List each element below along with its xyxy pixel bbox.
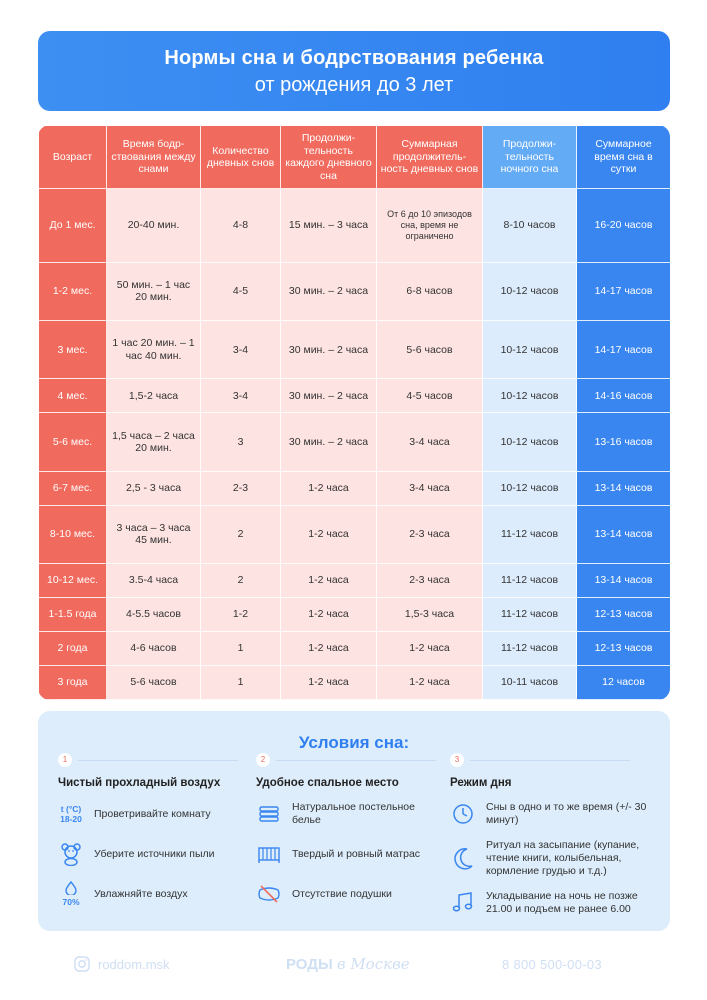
total-day-sleep-cell: От 6 до 10 эпизодов сна, время не ограничено <box>377 189 483 263</box>
table-row <box>39 631 671 665</box>
nap-count-cell: 4-8 <box>201 189 281 263</box>
table-row <box>39 413 671 471</box>
nap-count-cell: 2 <box>201 505 281 563</box>
sleep-norms-table <box>38 125 670 700</box>
total-sleep-cell: 12 часов <box>577 665 671 699</box>
total-sleep-cell: 16-20 часов <box>577 189 671 263</box>
wake-time-cell: 50 мин. – 1 час 20 мин. <box>107 262 201 320</box>
table-row <box>39 597 671 631</box>
total-day-sleep-cell: 3-4 часа <box>377 413 483 471</box>
night-sleep-cell: 10-12 часов <box>483 321 577 379</box>
nap-count-cell: 1 <box>201 665 281 699</box>
total-sleep-cell: 13-16 часов <box>577 413 671 471</box>
condition-item <box>256 879 446 909</box>
condition-text: Уберите источники пыли <box>94 847 215 860</box>
step-number-2: 2 <box>256 753 270 767</box>
age-cell: 4 мес. <box>39 379 107 413</box>
table-row <box>39 321 671 379</box>
instagram-link[interactable] <box>74 956 170 972</box>
nap-duration-cell: 15 мин. – 3 часа <box>281 189 377 263</box>
nap-count-cell: 1 <box>201 631 281 665</box>
nap-duration-cell: 30 мин. – 2 часа <box>281 379 377 413</box>
condition-column-schedule <box>450 753 655 918</box>
crib-icon <box>256 839 282 869</box>
age-cell: 3 года <box>39 665 107 699</box>
table-row <box>39 262 671 320</box>
thermometer-icon: t (°C) 18-20 <box>60 804 82 824</box>
nap-duration-cell: 1-2 часа <box>281 471 377 505</box>
condition-text: Укладывание на ночь не позже 21.00 и подъем не ранее 6.00 <box>486 890 638 915</box>
no-pillow-icon <box>256 879 282 909</box>
condition-text: Твердый и ровный матрас <box>292 847 421 860</box>
night-sleep-cell: 10-12 часов <box>483 379 577 413</box>
header-night-sleep: Продолжи-тельность ночного сна <box>483 126 577 189</box>
condition-heading: Режим дня <box>450 777 512 789</box>
condition-heading: Удобное спальное место <box>256 777 399 789</box>
total-sleep-cell: 14-16 часов <box>577 379 671 413</box>
age-cell: 2 года <box>39 631 107 665</box>
header-age: Возраст <box>39 126 107 189</box>
age-cell: 8-10 мес. <box>39 505 107 563</box>
night-sleep-cell: 10-12 часов <box>483 471 577 505</box>
page-subtitle: от рождения до 3 лет <box>254 74 454 96</box>
header-total-day-sleep: Суммарная продолжитель-ность дневных снов <box>377 126 483 189</box>
night-sleep-cell: 10-12 часов <box>483 262 577 320</box>
wake-time-cell: 4-6 часов <box>107 631 201 665</box>
total-sleep-cell: 12-13 часов <box>577 597 671 631</box>
condition-item <box>450 839 655 878</box>
condition-column-air <box>58 753 248 909</box>
table-row <box>39 471 671 505</box>
music-note-icon <box>450 888 476 918</box>
condition-heading: Чистый прохладный воздух <box>58 777 221 789</box>
night-sleep-cell: 8-10 часов <box>483 189 577 263</box>
wake-time-cell: 1 час 20 мин. – 1 час 40 мин. <box>107 321 201 379</box>
total-day-sleep-cell: 4-5 часов <box>377 379 483 413</box>
total-sleep-cell: 14-17 часов <box>577 321 671 379</box>
divider <box>470 760 630 761</box>
table-header-row <box>39 126 671 189</box>
header-total-sleep: Суммарное время сна в сутки <box>577 126 671 189</box>
age-cell: 10-12 мес. <box>39 563 107 597</box>
nap-duration-cell: 30 мин. – 2 часа <box>281 321 377 379</box>
phone-number[interactable]: 8 800 500-00-03 <box>502 957 602 972</box>
condition-item <box>256 839 446 869</box>
sleep-conditions-panel <box>38 711 670 931</box>
total-day-sleep-cell: 1-2 часа <box>377 631 483 665</box>
night-sleep-cell: 11-12 часов <box>483 631 577 665</box>
night-sleep-cell: 10-11 часов <box>483 665 577 699</box>
age-cell: 1-2 мес. <box>39 262 107 320</box>
instagram-handle: roddom.msk <box>98 956 170 972</box>
wake-time-cell: 3.5-4 часа <box>107 563 201 597</box>
humidity-drop-icon: 70% <box>58 879 84 909</box>
wake-time-cell: 20-40 мин. <box>107 189 201 263</box>
total-sleep-cell: 13-14 часов <box>577 563 671 597</box>
wake-time-cell: 2,5 - 3 часа <box>107 471 201 505</box>
nap-duration-cell: 30 мин. – 2 часа <box>281 262 377 320</box>
condition-text: Ритуал на засыпание (купание, чтение книги, колыбельная, кормление грудью и т.д.) <box>486 839 640 877</box>
condition-text: Проветривайте комнату <box>94 807 211 820</box>
table-row <box>39 189 671 263</box>
age-cell: 6-7 мес. <box>39 471 107 505</box>
step-number-3: 3 <box>450 753 464 767</box>
total-day-sleep-cell: 1-2 часа <box>377 665 483 699</box>
divider <box>276 760 436 761</box>
total-sleep-cell: 13-14 часов <box>577 471 671 505</box>
wake-time-cell: 3 часа – 3 часа 45 мин. <box>107 505 201 563</box>
nap-count-cell: 3-4 <box>201 321 281 379</box>
header-nap-count: Количество дневных снов <box>201 126 281 189</box>
table-row <box>39 563 671 597</box>
nap-duration-cell: 1-2 часа <box>281 505 377 563</box>
nap-count-cell: 3-4 <box>201 379 281 413</box>
page-title: Нормы сна и бодрствования ребенка <box>164 47 544 69</box>
age-cell: До 1 мес. <box>39 189 107 263</box>
nap-count-cell: 2 <box>201 563 281 597</box>
teddy-bear-icon <box>58 839 84 869</box>
bedding-icon <box>256 799 282 829</box>
nap-count-cell: 1-2 <box>201 597 281 631</box>
nap-count-cell: 3 <box>201 413 281 471</box>
condition-item <box>58 879 248 909</box>
total-sleep-cell: 14-17 часов <box>577 262 671 320</box>
brand-logo: РОДЫ в Москве <box>286 955 410 973</box>
header-nap-duration: Продолжи-тельность каждого дневного сна <box>281 126 377 189</box>
moon-icon <box>450 844 476 874</box>
nap-count-cell: 4-5 <box>201 262 281 320</box>
condition-item <box>450 799 655 829</box>
nap-duration-cell: 1-2 часа <box>281 631 377 665</box>
condition-item <box>58 799 248 829</box>
nap-count-cell: 2-3 <box>201 471 281 505</box>
night-sleep-cell: 10-12 часов <box>483 413 577 471</box>
condition-item <box>58 839 248 869</box>
wake-time-cell: 4-5.5 часов <box>107 597 201 631</box>
total-day-sleep-cell: 3-4 часа <box>377 471 483 505</box>
instagram-icon <box>74 956 90 972</box>
age-cell: 3 мес. <box>39 321 107 379</box>
step-number-1: 1 <box>58 753 72 767</box>
table-row <box>39 379 671 413</box>
total-day-sleep-cell: 2-3 часа <box>377 563 483 597</box>
table-row <box>39 665 671 699</box>
header-wake-time: Время бодр-ствования между снами <box>107 126 201 189</box>
age-cell: 1-1.5 года <box>39 597 107 631</box>
total-sleep-cell: 12-13 часов <box>577 631 671 665</box>
night-sleep-cell: 11-12 часов <box>483 597 577 631</box>
condition-column-bed <box>256 753 446 909</box>
nap-duration-cell: 1-2 часа <box>281 563 377 597</box>
condition-text: Сны в одно и то же время (+/- 30 минут) <box>486 801 647 826</box>
footer <box>0 953 707 977</box>
total-day-sleep-cell: 1,5-3 часа <box>377 597 483 631</box>
nap-duration-cell: 1-2 часа <box>281 665 377 699</box>
condition-text: Натуральное постельное белье <box>292 801 415 826</box>
wake-time-cell: 5-6 часов <box>107 665 201 699</box>
divider <box>78 760 238 761</box>
condition-item <box>256 799 446 829</box>
page-header <box>38 31 670 111</box>
condition-item <box>450 888 655 918</box>
nap-duration-cell: 30 мин. – 2 часа <box>281 413 377 471</box>
conditions-title: Условия сна: <box>298 733 410 752</box>
condition-text: Увлажняйте воздух <box>94 887 188 900</box>
night-sleep-cell: 11-12 часов <box>483 505 577 563</box>
condition-text: Отсутствие подушки <box>292 887 392 900</box>
wake-time-cell: 1,5-2 часа <box>107 379 201 413</box>
night-sleep-cell: 11-12 часов <box>483 563 577 597</box>
total-day-sleep-cell: 6-8 часов <box>377 262 483 320</box>
total-sleep-cell: 13-14 часов <box>577 505 671 563</box>
table-row <box>39 505 671 563</box>
total-day-sleep-cell: 2-3 часа <box>377 505 483 563</box>
nap-duration-cell: 1-2 часа <box>281 597 377 631</box>
sleep-table <box>38 125 670 700</box>
clock-icon <box>450 799 476 829</box>
age-cell: 5-6 мес. <box>39 413 107 471</box>
wake-time-cell: 1,5 часа – 2 часа 20 мин. <box>107 413 201 471</box>
total-day-sleep-cell: 5-6 часов <box>377 321 483 379</box>
